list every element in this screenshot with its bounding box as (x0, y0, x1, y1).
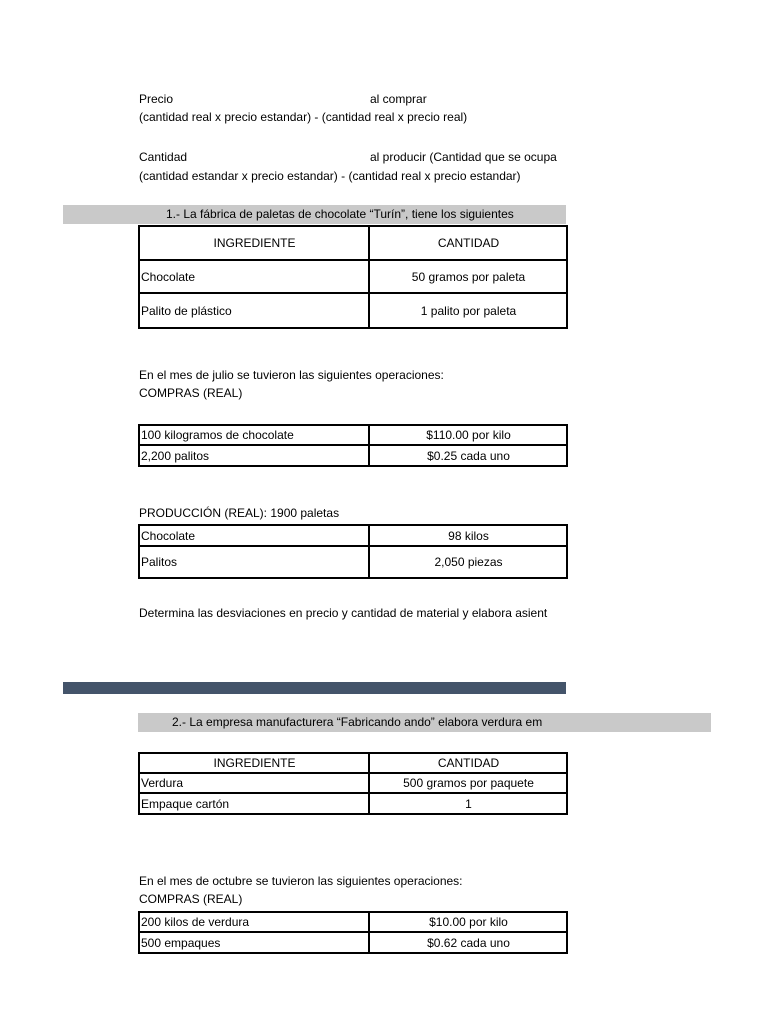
cell-ingredient: Verdura (139, 773, 369, 793)
table-row (139, 932, 567, 953)
problem2-title: 2.- La empresa manufacturera “Fabricando ando” elabora verdura em (172, 715, 543, 729)
problem1-standard-table (138, 225, 568, 329)
problem1-title-bar (63, 205, 566, 224)
cell-quantity: 50 gramos por paleta (369, 260, 567, 293)
problem1-produccion-table (138, 524, 568, 579)
cell-quantity: 500 gramos por paquete (369, 773, 567, 793)
cell-ingredient: Palito de plástico (139, 293, 369, 328)
problem1-instruction: Determina las desviaciones en precio y cantidad de material y elabora asient (139, 606, 548, 620)
problem1-operations-text: En el mes de julio se tuvieron las siguientes operaciones: (139, 368, 444, 382)
problem1-compras-label: COMPRAS (REAL) (139, 386, 243, 400)
precio-description: al comprar (370, 92, 427, 106)
header-ingrediente: INGREDIENTE (139, 226, 369, 260)
cell-price: $110.00 por kilo (369, 425, 567, 445)
table-row (139, 525, 567, 546)
header-ingrediente: INGREDIENTE (139, 753, 369, 773)
table-row (139, 445, 567, 466)
cell-price: $0.62 cada uno (369, 932, 567, 953)
precio-formula: (cantidad real x precio estandar) - (cantidad real x precio real) (139, 110, 468, 124)
cell-item: Palitos (139, 546, 369, 578)
cantidad-label: Cantidad (139, 150, 188, 164)
problem1-produccion-label: PRODUCCIÓN (REAL): 1900 paletas (139, 506, 340, 520)
cell-ingredient: Chocolate (139, 260, 369, 293)
problem2-operations-text: En el mes de octubre se tuvieron las siguientes operaciones: (139, 874, 463, 888)
table-header-row (139, 753, 567, 773)
cell-quantity: 1 (369, 793, 567, 814)
problem2-title-bar (138, 713, 711, 732)
cell-ingredient: Empaque cartón (139, 793, 369, 814)
problem1-compras-table (138, 424, 568, 467)
cell-item: 500 empaques (139, 932, 369, 953)
table-row (139, 293, 567, 328)
precio-label: Precio (139, 92, 174, 106)
cell-price: $0.25 cada uno (369, 445, 567, 466)
header-cantidad: CANTIDAD (369, 753, 567, 773)
table-row (139, 260, 567, 293)
table-row (139, 546, 567, 578)
cell-amount: 2,050 piezas (369, 546, 567, 578)
problem1-title: 1.- La fábrica de paletas de chocolate “Turín”, tiene los siguientes (166, 207, 514, 221)
problem2-compras-table (138, 911, 568, 954)
cell-item: Chocolate (139, 525, 369, 546)
cell-quantity: 1 palito por paleta (369, 293, 567, 328)
cell-price: $10.00 por kilo (369, 912, 567, 932)
problem2-standard-table (138, 752, 568, 815)
cantidad-formula: (cantidad estandar x precio estandar) - (cantidad real x precio estandar) (139, 169, 521, 183)
cell-amount: 98 kilos (369, 525, 567, 546)
table-row (139, 773, 567, 793)
section-divider (63, 682, 566, 694)
cell-item: 2,200 palitos (139, 445, 369, 466)
table-row (139, 425, 567, 445)
table-row (139, 912, 567, 932)
header-cantidad: CANTIDAD (369, 226, 567, 260)
table-row (139, 793, 567, 814)
table-header-row (139, 226, 567, 260)
cell-item: 100 kilogramos de chocolate (139, 425, 369, 445)
cantidad-description: al producir (Cantidad que se ocupa (370, 150, 557, 164)
problem2-compras-label: COMPRAS (REAL) (139, 892, 243, 906)
cell-item: 200 kilos de verdura (139, 912, 369, 932)
